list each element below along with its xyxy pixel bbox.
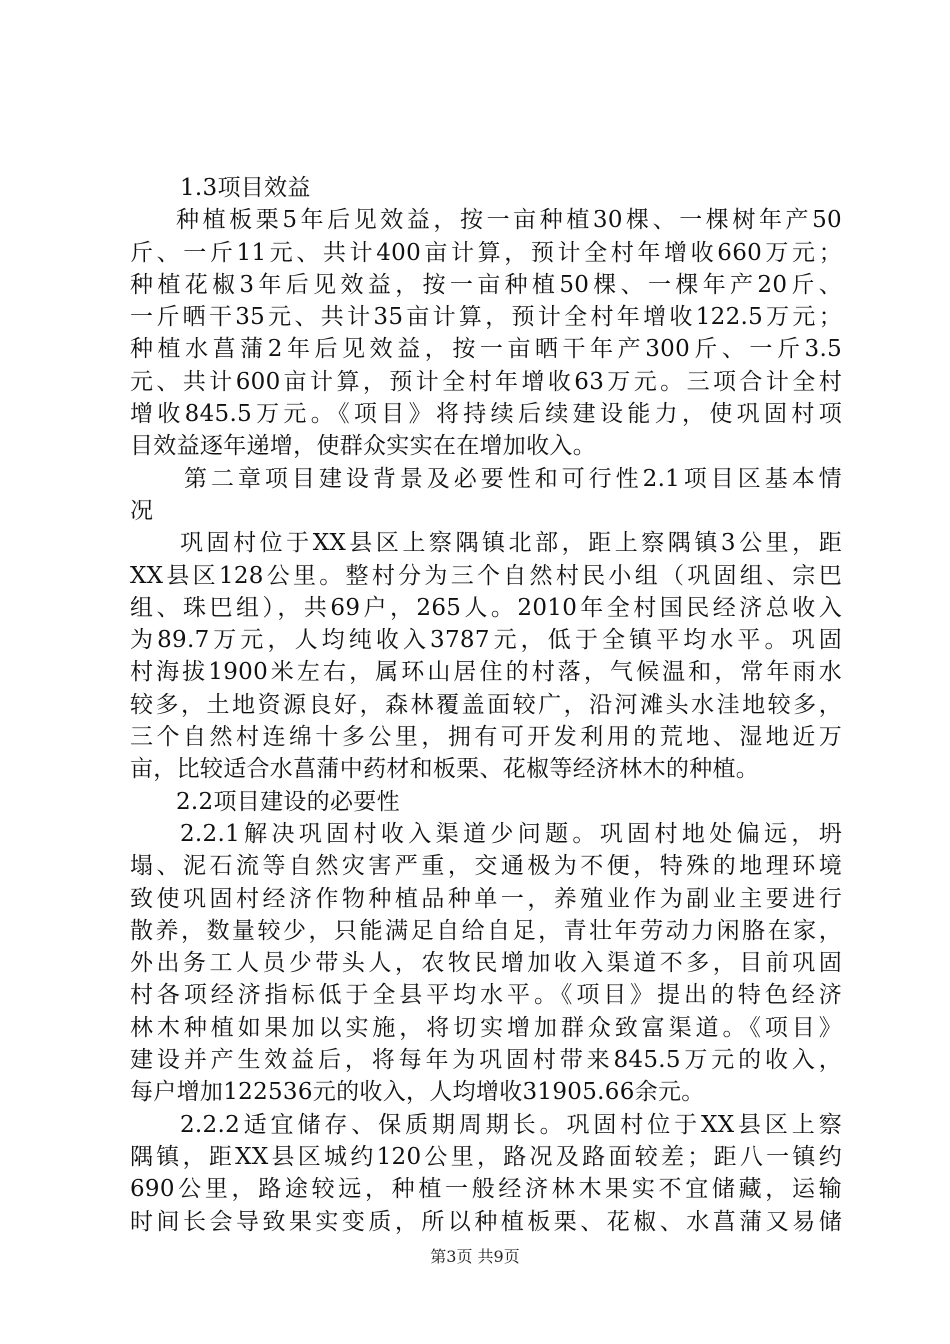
paragraph-line: 塌、泥石流等自然灾害严重，交通极为不便，特殊的地理环境 [130, 853, 842, 880]
paragraph-line: 一斤晒干35元、共计35亩计算，预计全村年增收122.5万元； [130, 304, 842, 331]
paragraph-line: 斤、一斤11元、共计400亩计算，预计全村年增收660万元； [130, 239, 842, 266]
paragraph-line: 为89.7万元，人均纯收入3787元，低于全镇平均水平。巩固 [130, 627, 842, 654]
paragraph-line: 林木种植如果加以实施，将切实增加群众致富渠道。《项目》 [130, 1014, 842, 1041]
paragraph-line: 时间长会导致果实变质，所以种植板栗、花椒、水菖蒲又易储 [130, 1208, 842, 1235]
page-number: 第3页 [430, 1247, 473, 1266]
paragraph-line: 种植花椒3年后见效益，按一亩种植50棵、一棵年产20斤、 [130, 271, 842, 298]
paragraph-line: 组、珠巴组），共69户，265人。2010年全村国民经济总收入 [130, 594, 842, 621]
section-heading-1-3: 1.3项目效益 [180, 175, 311, 201]
paragraph-line: 元、共计600亩计算，预计全村年增收63万元。三项合计全村 [130, 368, 842, 395]
paragraph-line: 种植水菖蒲2年后见效益，按一亩晒干年产300斤、一斤3.5 [130, 336, 842, 363]
paragraph-line: 外出务工人员少带头人，农牧民增加收入渠道不多，目前巩固 [130, 950, 842, 977]
paragraph-line: 亩，比较适合水菖蒲中药材和板栗、花椒等经济林木的种植。 [130, 756, 760, 783]
section-heading-2-2: 2.2项目建设的必要性 [176, 788, 400, 815]
paragraph-line: 致使巩固村经济作物种植品种单一，养殖业作为副业主要进行 [130, 885, 842, 912]
paragraph-line: 种植板栗5年后见效益，按一亩种植30棵、一棵树年产50 [176, 207, 842, 234]
paragraph-line: 三个自然村连绵十多公里，拥有可开发利用的荒地、湿地近万 [130, 724, 842, 751]
paragraph-line: 散养，数量较少，只能满足自给自足，青壮年劳动力闲胳在家， [130, 917, 842, 944]
paragraph-line: 每户增加122536元的收入，人均增收31905.66余元。 [130, 1079, 705, 1106]
paragraph-line: 2.2.1解决巩固村收入渠道少问题。巩固村地处偏远，坍 [180, 820, 842, 847]
page-total: 共9页 [477, 1247, 520, 1266]
paragraph-line: 增收845.5万元。《项目》将持续后续建设能力，使巩固村项 [130, 401, 842, 428]
chapter-heading: 第二章项目建设背景及必要性和可行性2.1项目区基本情 [184, 465, 842, 492]
paragraph-line: 巩固村位于XX县区上察隅镇北部，距上察隅镇3公里，距 [180, 530, 842, 557]
paragraph-line: 村海拔1900米左右，属环山居住的村落，气候温和，常年雨水 [130, 659, 842, 686]
paragraph-line: 村各项经济指标低于全县平均水平。《项目》提出的特色经济 [130, 982, 842, 1009]
paragraph-line: 较多，土地资源良好，森林覆盖面较广，沿河滩头水洼地较多， [130, 691, 842, 718]
page-footer [0, 1244, 950, 1267]
paragraph-line: 690公里，路途较远，种植一般经济林木果实不宜储藏，运输 [130, 1176, 842, 1203]
document-body [130, 172, 842, 1238]
paragraph-line: 隅镇，距XX县区城约120公里，路况及路面较差；距八一镇约 [130, 1143, 842, 1170]
paragraph-line: 目效益逐年递增，使群众实实在在增加收入。 [130, 433, 596, 460]
chapter-heading-continued: 况 [130, 497, 154, 524]
paragraph-line: 建设并产生效益后，将每年为巩固村带来845.5万元的收入， [130, 1047, 842, 1074]
paragraph-line: 2.2.2适宜储存、保质期周期长。巩固村位于XX县区上察 [180, 1111, 842, 1138]
paragraph-line: XX县区128公里。整村分为三个自然村民小组（巩固组、宗巴 [130, 562, 842, 589]
